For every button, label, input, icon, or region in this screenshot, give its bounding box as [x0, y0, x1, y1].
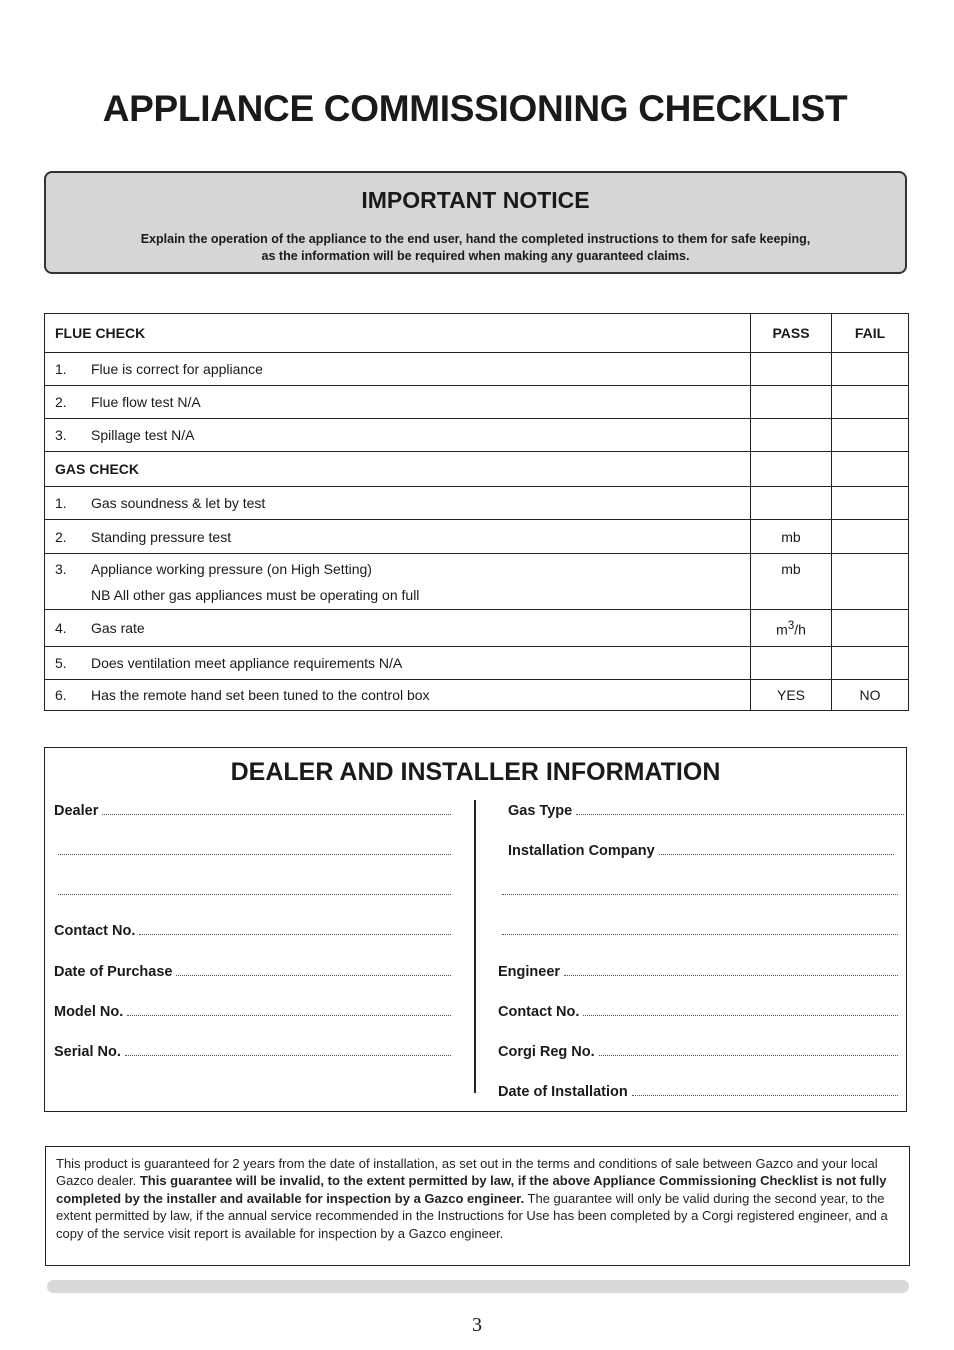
item-number: 5.: [55, 655, 67, 671]
installer-contact-no-field[interactable]: [498, 1002, 898, 1020]
fail-cell[interactable]: [832, 520, 909, 554]
item-text: Standing pressure test: [91, 528, 232, 545]
item-number: 6.: [55, 687, 67, 703]
unit-superscript: 3: [787, 618, 795, 632]
check-item: [45, 419, 751, 452]
installer-address-line[interactable]: [498, 881, 898, 895]
serial-no-field[interactable]: [54, 1042, 451, 1060]
dealer-address-line[interactable]: [54, 881, 451, 895]
pass-cell[interactable]: [751, 452, 832, 487]
item-text: Has the remote hand set been tuned to the control box: [91, 687, 430, 703]
column-divider: [474, 800, 476, 1093]
pass-cell[interactable]: [751, 419, 832, 452]
check-item: [45, 610, 751, 647]
installer-address-line[interactable]: [498, 921, 898, 935]
fail-cell[interactable]: [832, 419, 909, 452]
installer-contact-no-label: Contact No.: [498, 1004, 580, 1020]
engineer-label: Engineer: [498, 964, 561, 980]
check-item: [45, 554, 751, 610]
date-of-purchase-label: Date of Purchase: [54, 964, 173, 980]
dotted-line: [125, 1042, 451, 1056]
dealer-heading: DEALER AND INSTALLER INFORMATION: [230, 758, 721, 786]
unit-base: m: [776, 621, 788, 638]
yes-cell[interactable]: YES: [751, 680, 832, 711]
guarantee-text-part-1: This product is guaranteed for 2 years from the date of installation, as set out in the terms and conditions of sale between Gazco and your local Gazco dealer.: [56, 1156, 878, 1189]
dotted-line: [176, 962, 451, 976]
dealer-field[interactable]: [54, 801, 451, 819]
item-text: Does ventilation meet appliance requirements N/A: [91, 655, 403, 671]
item-number: 4.: [55, 620, 67, 636]
pass-cell[interactable]: [751, 487, 832, 520]
pass-cell[interactable]: [751, 647, 832, 680]
item-text: Spillage test N/A: [91, 427, 195, 443]
item-number: 2.: [55, 528, 67, 545]
fail-cell[interactable]: [832, 386, 909, 419]
fail-cell[interactable]: [832, 487, 909, 520]
guarantee-text-bold: This guarantee will be invalid, to the extent permitted by law, if the above Appliance Commissioning Checklist is not fully completed by the installer and available for inspection by a Gazco engineer.: [56, 1173, 887, 1206]
item-number: 2.: [55, 394, 67, 410]
check-item: [45, 487, 751, 520]
check-item: [45, 520, 751, 554]
flue-check-header-row: [45, 314, 909, 353]
engineer-field[interactable]: [498, 962, 898, 980]
pass-cell-unit[interactable]: mb: [751, 554, 832, 610]
table-row: [45, 610, 909, 647]
pass-cell[interactable]: [751, 386, 832, 419]
gas-check-heading: GAS CHECK: [45, 452, 751, 487]
item-number: 3.: [55, 561, 67, 577]
dotted-line: [564, 962, 898, 976]
pass-cell-unit[interactable]: mb: [751, 520, 832, 554]
date-of-installation-field[interactable]: [498, 1082, 898, 1100]
dealer-label: Dealer: [54, 803, 99, 819]
pass-column-header: PASS: [751, 314, 832, 353]
item-number: 1.: [55, 361, 67, 377]
gas-check-header-row: [45, 452, 909, 487]
table-row: [45, 554, 909, 610]
dotted-line: [139, 921, 451, 935]
notice-line-2: as the information will be required when making any guaranteed claims.: [261, 249, 690, 263]
table-row: [45, 487, 909, 520]
dotted-line: [576, 801, 904, 815]
table-row: [45, 680, 909, 711]
table-row: [45, 386, 909, 419]
table-row: [45, 353, 909, 386]
fail-cell[interactable]: [832, 647, 909, 680]
fail-cell[interactable]: [832, 353, 909, 386]
check-item: [45, 647, 751, 680]
guarantee-terms-box: [45, 1146, 910, 1266]
item-note: NB All other gas appliances must be operating on full: [91, 587, 420, 603]
dealer-address-line[interactable]: [54, 841, 451, 855]
flue-check-heading: FLUE CHECK: [45, 314, 751, 353]
check-item: [45, 386, 751, 419]
commissioning-checklist-table: [44, 313, 909, 711]
unit-tail: /h: [794, 621, 806, 638]
pass-cell[interactable]: [751, 353, 832, 386]
footer-bar: [47, 1280, 909, 1293]
dealer-installer-info-box: [44, 747, 907, 1112]
gas-type-field[interactable]: [508, 801, 904, 819]
fail-cell[interactable]: [832, 452, 909, 487]
installation-company-label: Installation Company: [508, 843, 655, 859]
contact-no-label: Contact No.: [54, 923, 136, 939]
contact-no-field[interactable]: [54, 921, 451, 939]
item-number: 1.: [55, 495, 67, 511]
notice-heading: IMPORTANT NOTICE: [361, 187, 590, 213]
dotted-line: [58, 881, 451, 895]
serial-no-label: Serial No.: [54, 1044, 121, 1060]
date-of-installation-label: Date of Installation: [498, 1084, 628, 1100]
corgi-reg-no-field[interactable]: [498, 1042, 898, 1060]
item-text: Appliance working pressure (on High Setting): [91, 561, 372, 577]
item-text: Flue is correct for appliance: [91, 361, 263, 377]
date-of-purchase-field[interactable]: [54, 962, 451, 980]
page-number: 3: [472, 1314, 482, 1336]
check-item: [45, 680, 751, 711]
dotted-line: [632, 1082, 898, 1096]
dotted-line: [659, 841, 894, 855]
notice-line-1: Explain the operation of the appliance to the end user, hand the completed instructions to them for safe keeping,: [140, 232, 811, 246]
dotted-line: [58, 841, 451, 855]
dotted-line: [502, 881, 898, 895]
model-no-label: Model No.: [54, 1004, 124, 1020]
dotted-line: [127, 1002, 451, 1016]
item-text: Gas rate: [91, 620, 145, 636]
model-no-field[interactable]: [54, 1002, 451, 1020]
dotted-line: [583, 1002, 898, 1016]
notice-text: [86, 231, 865, 265]
table-row: [45, 647, 909, 680]
item-text: Gas soundness & let by test: [91, 495, 266, 511]
dotted-line: [502, 921, 898, 935]
gas-type-label: Gas Type: [508, 803, 573, 819]
fail-cell[interactable]: [832, 554, 909, 610]
no-cell[interactable]: NO: [832, 680, 909, 711]
check-item: [45, 353, 751, 386]
dotted-line: [102, 801, 451, 815]
corgi-reg-no-label: Corgi Reg No.: [498, 1044, 595, 1060]
fail-column-header: FAIL: [832, 314, 909, 353]
dotted-line: [599, 1042, 898, 1056]
page-title: APPLIANCE COMMISSIONING CHECKLIST: [102, 88, 848, 129]
table-row: [45, 520, 909, 554]
guarantee-text-part-2: The guarantee will only be valid during the second year, to the extent permitted by law, if the annual service recommended in the Instructions for Use has been completed by a Corgi registered engineer, and a copy of the service visit report is available for inspection by a Gazco engineer.: [56, 1190, 888, 1241]
important-notice-box: [44, 171, 907, 274]
table-row: [45, 419, 909, 452]
fail-cell[interactable]: [832, 610, 909, 647]
installation-company-field[interactable]: [508, 841, 894, 859]
item-number: 3.: [55, 427, 67, 443]
pass-cell-unit[interactable]: [751, 610, 832, 647]
item-text: Flue flow test N/A: [91, 394, 201, 410]
